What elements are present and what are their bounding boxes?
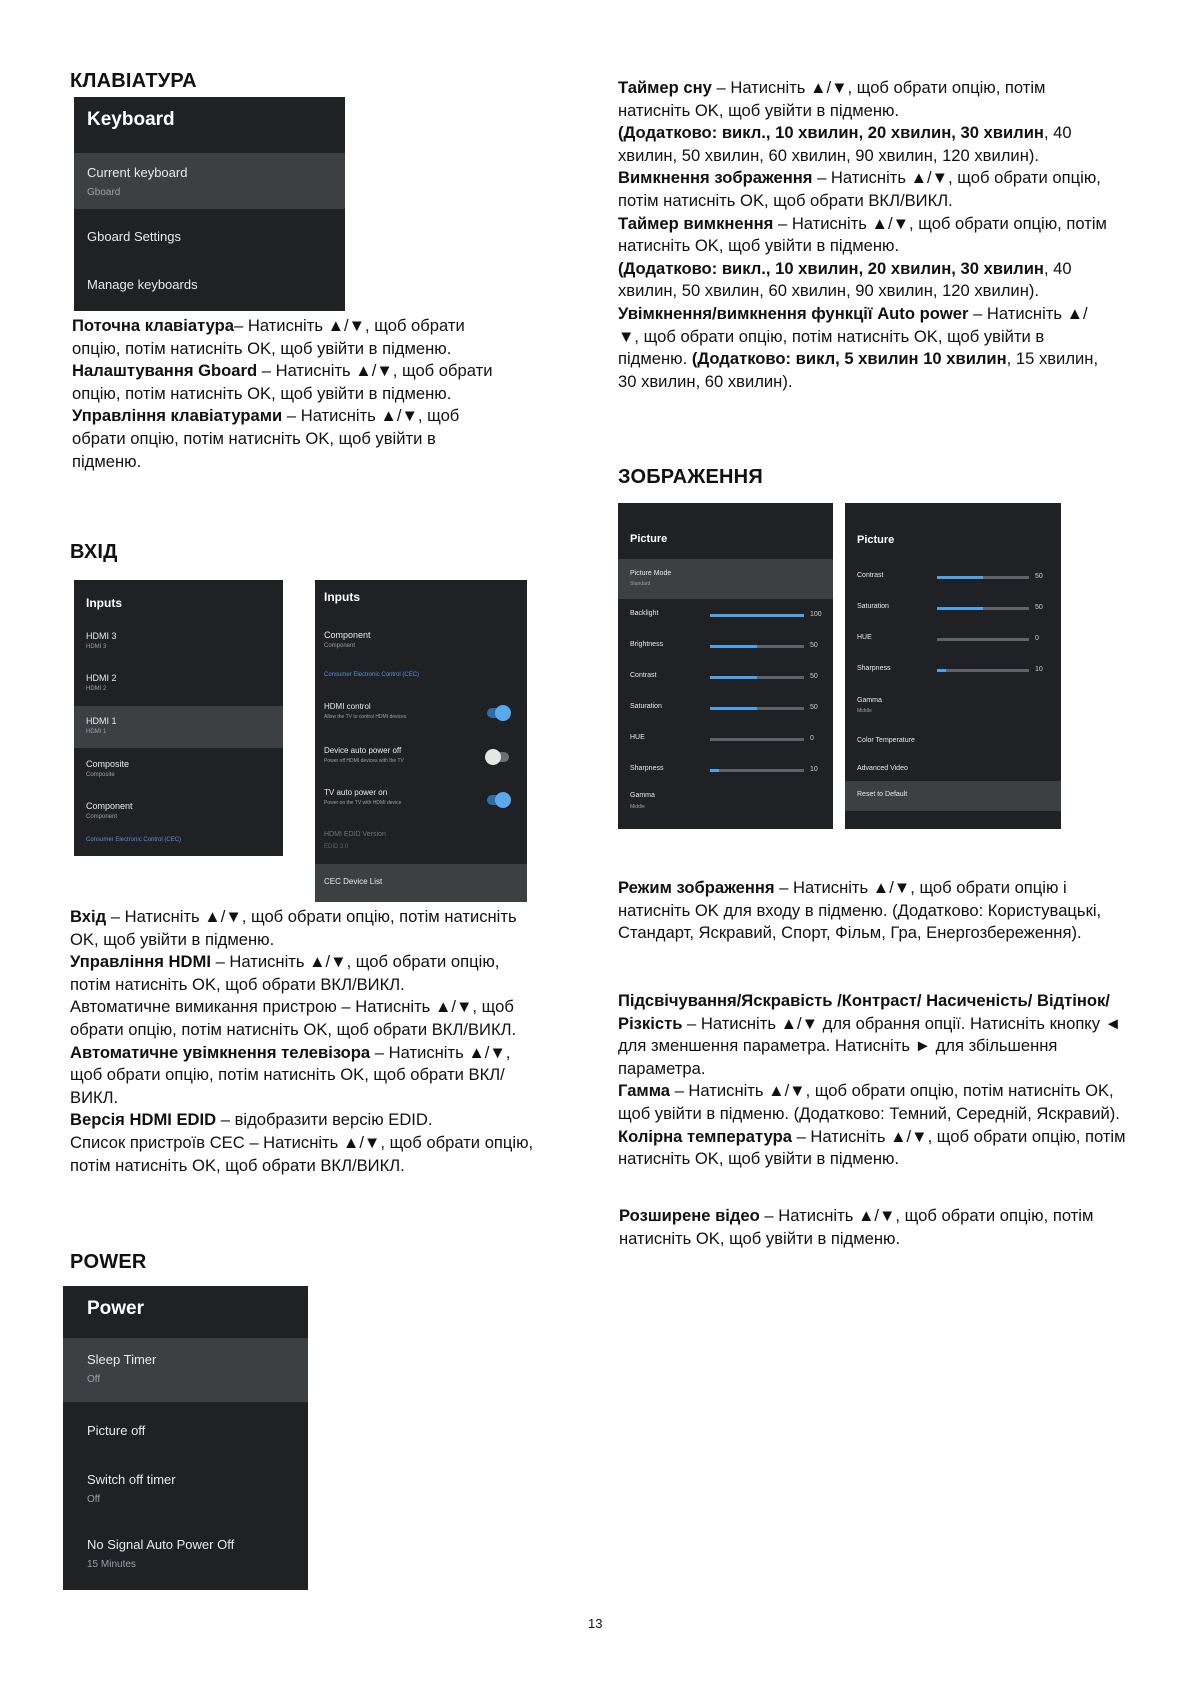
inputs-item-label: Component bbox=[86, 801, 133, 811]
slider-value: 0 bbox=[1035, 635, 1039, 642]
advanced-video-row[interactable] bbox=[845, 759, 1061, 783]
keyboard-panel bbox=[74, 97, 345, 311]
picture-description-1 bbox=[618, 877, 1138, 945]
input-desc-auto-off: Автоматичне вимикання пристрою – Натисніть ▲/▼, щоб обрати опцію, потім натисніть OK, щоб обрати ВКЛ/ВИКЛ. bbox=[70, 997, 517, 1039]
slider-track[interactable] bbox=[937, 607, 1029, 610]
slider-value: 10 bbox=[810, 766, 818, 773]
slider-track[interactable] bbox=[937, 576, 1029, 579]
power-description bbox=[618, 77, 1108, 393]
keyboard-heading: КЛАВІАТУРА bbox=[70, 70, 197, 92]
slider-label: Saturation bbox=[857, 603, 889, 610]
power-desc-auto-power: Увімкнення/вимкнення функції Auto power – Натисніть ▲/▼, щоб обрати опцію, потім натисніть OK, щоб увійти в підменю. (Додатково: викл, 5 хвилин 10 хвилин, 15 хвилин, 30 хвилин, 60 хвилин). bbox=[618, 303, 1099, 391]
inputs-item-composite[interactable] bbox=[74, 750, 283, 790]
inputs2-item-component[interactable] bbox=[315, 622, 527, 658]
slider-fill bbox=[710, 645, 757, 648]
picture-panel-title: Picture bbox=[857, 534, 895, 546]
device-auto-power-off-row[interactable] bbox=[315, 738, 527, 776]
inputs-item-sub: Composite bbox=[86, 772, 115, 778]
toggle-sub: Allow the TV to control HDMI devices bbox=[324, 714, 407, 720]
gamma-row-2[interactable] bbox=[845, 689, 1061, 725]
keyboard-item-label: Gboard Settings bbox=[87, 229, 181, 244]
slider-row-contrast[interactable] bbox=[618, 661, 833, 692]
advanced-video-label: Advanced Video bbox=[857, 765, 908, 772]
slider-label: Saturation bbox=[630, 703, 662, 710]
slider-fill bbox=[937, 576, 983, 579]
inputs-item-hdmi2[interactable] bbox=[74, 664, 283, 704]
gamma-row[interactable] bbox=[618, 781, 833, 819]
slider-value: 50 bbox=[1035, 604, 1043, 611]
keyboard-desc-gboard: Налаштування Gboard – Натисніть ▲/▼, щоб обрати опцію, потім натисніть OK, щоб увійти в підменю. bbox=[72, 361, 493, 403]
inputs2-item-sub: Component bbox=[324, 643, 356, 649]
keyboard-panel-title: Keyboard bbox=[87, 109, 175, 130]
power-desc-sleep: Таймер сну – Натисніть ▲/▼, щоб обрати опцію, потім натисніть OK, щоб увійти в підменю. bbox=[618, 78, 1046, 120]
inputs2-item-label: Component bbox=[324, 630, 371, 640]
cec-device-list-label: CEC Device List bbox=[324, 877, 383, 886]
inputs-item-label: HDMI 1 bbox=[86, 716, 117, 726]
input-desc-input: Вхід – Натисніть ▲/▼, щоб обрати опцію, потім натисніть OK, щоб увійти в підменю. bbox=[70, 907, 517, 949]
slider-value: 100 bbox=[810, 611, 822, 618]
slider-value: 0 bbox=[810, 735, 814, 742]
inputs-item-component[interactable] bbox=[74, 792, 283, 832]
slider-track[interactable] bbox=[710, 645, 804, 648]
slider-fill bbox=[710, 614, 804, 617]
input-desc-auto-on: Автоматичне увімкнення телевізора – Натисніть ▲/▼, щоб обрати опцію, потім натисніть OK, щоб обрати ВКЛ/ВИКЛ. bbox=[70, 1042, 511, 1107]
color-temperature-row[interactable] bbox=[845, 731, 1061, 755]
slider-track[interactable] bbox=[710, 614, 804, 617]
gamma-label: Gamma bbox=[857, 697, 882, 704]
power-heading: POWER bbox=[70, 1251, 147, 1273]
inputs-item-sub: HDMI 2 bbox=[86, 686, 107, 692]
keyboard-item-manage[interactable] bbox=[74, 265, 345, 301]
reset-default-label: Reset to Default bbox=[857, 791, 908, 798]
picture-mode-sub: Standard bbox=[630, 581, 651, 587]
gamma-sub: Middle bbox=[857, 708, 872, 714]
picture-panel-2 bbox=[845, 503, 1061, 829]
toggle-label: HDMI control bbox=[324, 702, 371, 711]
picture-desc-mode: Режим зображення – Натисніть ▲/▼, щоб обрати опцію і натисніть OK для входу в підменю. (Додатково: Користувацькі, Стандарт, Яскравий, Спорт, Фільм, Гра, Енергозбереження). bbox=[618, 878, 1102, 943]
slider-label: Contrast bbox=[630, 672, 657, 679]
inputs-panel-title: Inputs bbox=[86, 596, 122, 610]
slider-row-hue[interactable] bbox=[618, 723, 833, 754]
gamma-label: Gamma bbox=[630, 792, 655, 799]
inputs-panel-title: Inputs bbox=[324, 590, 360, 604]
tv-auto-power-on-row[interactable] bbox=[315, 780, 527, 818]
slider-label: HUE bbox=[630, 734, 645, 741]
hdmi-control-row[interactable] bbox=[315, 696, 527, 734]
inputs2-cec-link[interactable]: Consumer Electronic Control (CEC) bbox=[324, 672, 420, 678]
power-item-sub: 15 Minutes bbox=[87, 1559, 136, 1570]
slider-fill bbox=[937, 607, 983, 610]
keyboard-desc-manage: Управління клавіатурами – Натисніть ▲/▼, щоб обрати опцію, потім натисніть OK, щоб увійти в підменю. bbox=[72, 406, 460, 471]
slider-value: 10 bbox=[1035, 666, 1043, 673]
toggle-label: TV auto power on bbox=[324, 788, 388, 797]
slider-fill bbox=[710, 676, 757, 679]
slider-row-brightness[interactable] bbox=[618, 630, 833, 661]
power-panel-title: Power bbox=[87, 1298, 145, 1319]
inputs-item-label: Composite bbox=[86, 759, 130, 769]
toggle-sub: Power on the TV with HDMI device bbox=[324, 800, 402, 806]
inputs-item-sub: HDMI 1 bbox=[86, 729, 107, 735]
slider-row-saturation[interactable] bbox=[845, 592, 1061, 623]
slider-row-hue[interactable] bbox=[845, 623, 1061, 654]
keyboard-item-current[interactable] bbox=[74, 153, 345, 209]
inputs-item-sub: HDMI 3 bbox=[86, 644, 107, 650]
picture-desc-gamma: Гамма – Натисніть ▲/▼, щоб обрати опцію, потім натисніть OK, щоб увійти в підменю. (Додатково: Темний, Середній, Яскравий). bbox=[618, 1081, 1120, 1123]
slider-track[interactable] bbox=[710, 707, 804, 710]
color-temperature-label: Color Temperature bbox=[857, 737, 915, 744]
picture-mode-row[interactable] bbox=[618, 559, 833, 599]
keyboard-item-label: Manage keyboards bbox=[87, 277, 198, 292]
slider-track[interactable] bbox=[710, 676, 804, 679]
input-description bbox=[70, 906, 540, 1177]
power-item-sub: Off bbox=[87, 1494, 101, 1505]
tv-auto-power-on-toggle[interactable] bbox=[487, 795, 509, 805]
toggle-sub: Power off HDMI devices with the TV bbox=[324, 758, 404, 764]
power-desc-sleep-options: (Додатково: викл., 10 хвилин, 20 хвилин, 30 хвилин, 40 хвилин, 50 хвилин, 60 хвилин, 90 хвилин, 120 хвилин). Вимкнення зображення – Натисніть ▲/▼, щоб обрати опцію, потім натисніть OK, щоб обрати ВКЛ/ВИКЛ. bbox=[618, 123, 1101, 210]
toggle-label: Device auto power off bbox=[324, 746, 402, 755]
slider-value: 50 bbox=[810, 642, 818, 649]
gamma-sub: Middle bbox=[630, 804, 645, 810]
keyboard-description bbox=[72, 315, 502, 473]
slider-label: HUE bbox=[857, 634, 872, 641]
slider-label: Sharpness bbox=[857, 665, 891, 672]
inputs-panel-1 bbox=[74, 580, 283, 856]
hdmi-control-toggle[interactable] bbox=[487, 708, 509, 718]
power-item-label: Switch off timer bbox=[87, 1472, 176, 1487]
slider-label: Brightness bbox=[630, 641, 664, 648]
inputs-item-sub: Component bbox=[86, 814, 118, 820]
power-item-picture-off[interactable] bbox=[63, 1410, 308, 1454]
keyboard-item-label: Current keyboard bbox=[87, 165, 188, 180]
power-desc-switch-off-options: (Додатково: викл., 10 хвилин, 20 хвилин, 30 хвилин, 40 хвилин, 50 хвилин, 60 хвилин, 90 хвилин, 120 хвилин). bbox=[618, 258, 1072, 301]
picture-desc-color-temp: Колірна температура – Натисніть ▲/▼, щоб обрати опцію, потім натисніть OK, щоб увійти в підменю. bbox=[618, 1126, 1126, 1169]
slider-row-contrast[interactable] bbox=[845, 561, 1061, 592]
hdmi-edid-row[interactable] bbox=[315, 822, 527, 862]
reset-default-row[interactable] bbox=[845, 781, 1061, 811]
input-desc-cec: Список пристроїв CEC – Натисніть ▲/▼, щоб обрати опцію, потім натисніть OK, щоб обрати ВКЛ/ВИКЛ. bbox=[70, 1132, 534, 1175]
cec-device-list-row[interactable] bbox=[315, 864, 527, 902]
slider-value: 50 bbox=[810, 673, 818, 680]
slider-row-saturation[interactable] bbox=[618, 692, 833, 723]
inputs-item-hdmi1[interactable] bbox=[74, 706, 283, 748]
power-item-label: No Signal Auto Power Off bbox=[87, 1537, 235, 1552]
picture-description-3 bbox=[619, 1205, 1099, 1250]
page-number: 13 bbox=[588, 1616, 603, 1631]
slider-value: 50 bbox=[1035, 573, 1043, 580]
slider-value: 50 bbox=[810, 704, 818, 711]
slider-fill bbox=[710, 769, 719, 772]
picture-desc-adjust: Підсвічування/Яскравість /Контраст/ Насиченість/ Відтінок/ Різкість – Натисніть ▲/▼ для обрання опції. Натисніть кнопку ◄ для зменшення параметра. Натисніть ► для збільшення параметра. bbox=[618, 991, 1122, 1078]
slider-fill bbox=[937, 669, 946, 672]
inputs-panel-2 bbox=[315, 580, 527, 902]
slider-track[interactable] bbox=[937, 669, 1029, 672]
keyboard-item-gboard-settings[interactable] bbox=[74, 217, 345, 253]
power-item-label: Picture off bbox=[87, 1423, 146, 1438]
slider-label: Backlight bbox=[630, 610, 659, 617]
edid-sub: EDID 2.0 bbox=[324, 844, 349, 850]
slider-fill bbox=[710, 707, 757, 710]
device-auto-power-off-toggle[interactable] bbox=[487, 752, 509, 762]
picture-desc-advanced: Розширене відео – Натисніть ▲/▼, щоб обрати опцію, потім натисніть OK, щоб увійти в підменю. bbox=[619, 1206, 1094, 1248]
edid-label: HDMI EDID Version bbox=[324, 831, 386, 838]
power-desc-switch-off: Таймер вимкнення – Натисніть ▲/▼, щоб обрати опцію, потім натисніть OK, щоб увійти в підменю. bbox=[618, 213, 1107, 256]
slider-label: Sharpness bbox=[630, 765, 664, 772]
input-desc-hdmi: Управління HDMI – Натисніть ▲/▼, щоб обрати опцію, потім натисніть OK, щоб обрати ВКЛ/ВИКЛ. bbox=[70, 952, 500, 994]
input-heading: ВХІД bbox=[70, 541, 118, 563]
inputs-item-hdmi3[interactable] bbox=[74, 622, 283, 662]
inputs-cec-link[interactable]: Consumer Electronic Control (CEC) bbox=[86, 837, 182, 843]
keyboard-item-sub: Gboard bbox=[87, 187, 121, 198]
inputs-item-label: HDMI 3 bbox=[86, 631, 117, 641]
picture-panel-title: Picture bbox=[630, 533, 668, 545]
picture-mode-label: Picture Mode bbox=[630, 570, 672, 577]
inputs-item-label: HDMI 2 bbox=[86, 673, 117, 683]
power-item-switch-off-timer[interactable] bbox=[63, 1458, 308, 1514]
slider-track[interactable] bbox=[710, 769, 804, 772]
slider-row-backlight[interactable] bbox=[618, 599, 833, 630]
power-item-sub: Off bbox=[87, 1374, 101, 1385]
power-item-label: Sleep Timer bbox=[87, 1352, 157, 1367]
power-item-sleep-timer[interactable] bbox=[63, 1338, 308, 1402]
slider-track[interactable] bbox=[710, 738, 804, 741]
input-desc-edid: Версія HDMI EDID – відобразити версію EDID. bbox=[70, 1110, 433, 1130]
slider-track[interactable] bbox=[937, 638, 1029, 641]
picture-description-2 bbox=[618, 990, 1138, 1171]
power-panel bbox=[63, 1286, 308, 1590]
picture-panel-1 bbox=[618, 503, 833, 829]
power-item-no-signal[interactable] bbox=[63, 1523, 308, 1583]
picture-heading: ЗОБРАЖЕННЯ bbox=[618, 466, 763, 488]
slider-label: Contrast bbox=[857, 572, 884, 579]
keyboard-desc-current: Поточна клавіатура– Натисніть ▲/▼, щоб обрати опцію, потім натисніть OK, щоб увійти в підменю. bbox=[72, 316, 465, 358]
slider-row-sharpness[interactable] bbox=[845, 654, 1061, 685]
